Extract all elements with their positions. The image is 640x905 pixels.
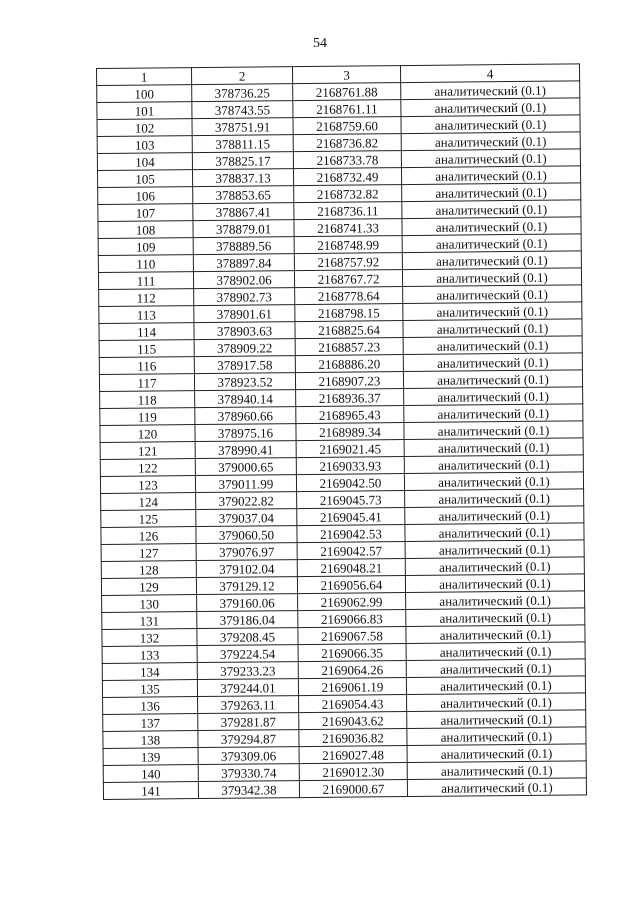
- x-coordinate-cell: 378825.17: [192, 152, 293, 170]
- y-coordinate-cell: 2168798.15: [295, 304, 403, 322]
- point-number-cell: 124: [101, 493, 196, 511]
- header-cell-2: 2: [192, 67, 293, 85]
- method-cell: аналитический (0.1): [406, 642, 585, 661]
- y-coordinate-cell: 2169056.64: [297, 576, 405, 594]
- point-number-cell: 122: [100, 459, 195, 477]
- y-coordinate-cell: 2169067.58: [298, 627, 406, 645]
- method-cell: аналитический (0.1): [405, 574, 584, 593]
- y-coordinate-cell: 2169033.93: [296, 457, 404, 475]
- point-number-cell: 111: [98, 272, 193, 290]
- point-number-cell: 109: [98, 238, 193, 256]
- y-coordinate-cell: 2168857.23: [295, 338, 403, 356]
- x-coordinate-cell: 378902.06: [193, 271, 294, 289]
- point-number-cell: 102: [97, 119, 192, 137]
- method-cell: аналитический (0.1): [406, 608, 585, 627]
- method-cell: аналитический (0.1): [401, 166, 580, 185]
- method-cell: аналитический (0.1): [405, 523, 584, 542]
- point-number-cell: 115: [99, 340, 194, 358]
- y-coordinate-cell: 2168767.72: [294, 270, 402, 288]
- method-cell: аналитический (0.1): [403, 336, 582, 355]
- method-cell: аналитический (0.1): [404, 472, 583, 491]
- x-coordinate-cell: 378897.84: [193, 254, 294, 272]
- table-row: [103, 778, 586, 800]
- method-cell: аналитический (0.1): [402, 268, 581, 287]
- method-cell: аналитический (0.1): [407, 727, 586, 746]
- point-number-cell: 138: [103, 731, 198, 749]
- x-coordinate-cell: 378901.61: [194, 305, 295, 323]
- method-cell: аналитический (0.1): [406, 676, 585, 695]
- method-cell: аналитический (0.1): [406, 625, 585, 644]
- y-coordinate-cell: 2168936.37: [296, 389, 404, 407]
- y-coordinate-cell: 2169021.45: [296, 440, 404, 458]
- y-coordinate-cell: 2169045.73: [297, 491, 405, 509]
- x-coordinate-cell: 378975.16: [195, 424, 296, 442]
- method-cell: аналитический (0.1): [407, 710, 586, 729]
- header-cell-1: 1: [97, 68, 192, 86]
- x-coordinate-cell: 379186.04: [197, 611, 298, 629]
- y-coordinate-cell: 2169062.99: [298, 593, 406, 611]
- x-coordinate-cell: 378909.22: [194, 339, 295, 357]
- method-cell: аналитический (0.1): [405, 489, 584, 508]
- method-cell: аналитический (0.1): [401, 149, 580, 168]
- method-cell: аналитический (0.1): [402, 200, 581, 219]
- method-cell: аналитический (0.1): [403, 302, 582, 321]
- y-coordinate-cell: 2169012.30: [299, 763, 407, 781]
- x-coordinate-cell: 379011.99: [195, 475, 296, 493]
- header-cell-4: 4: [400, 64, 579, 83]
- point-number-cell: 132: [102, 629, 197, 647]
- y-coordinate-cell: 2168736.11: [294, 202, 402, 220]
- x-coordinate-cell: 379294.87: [198, 730, 299, 748]
- point-number-cell: 133: [102, 646, 197, 664]
- x-coordinate-cell: 379000.65: [195, 458, 296, 476]
- y-coordinate-cell: 2169036.82: [299, 729, 407, 747]
- y-coordinate-cell: 2168757.92: [294, 253, 402, 271]
- x-coordinate-cell: 379060.50: [196, 526, 297, 544]
- point-number-cell: 106: [98, 187, 193, 205]
- x-coordinate-cell: 378960.66: [195, 407, 296, 425]
- y-coordinate-cell: 2168761.11: [293, 100, 401, 118]
- y-coordinate-cell: 2168732.49: [293, 168, 401, 186]
- method-cell: аналитический (0.1): [404, 387, 583, 406]
- point-number-cell: 100: [97, 85, 192, 103]
- x-coordinate-cell: 379224.54: [197, 645, 298, 663]
- point-number-cell: 128: [101, 561, 196, 579]
- x-coordinate-cell: 378917.58: [194, 356, 295, 374]
- point-number-cell: 103: [97, 136, 192, 154]
- method-cell: аналитический (0.1): [405, 506, 584, 525]
- point-number-cell: 114: [99, 323, 194, 341]
- y-coordinate-cell: 2168989.34: [296, 423, 404, 441]
- method-cell: аналитический (0.1): [406, 591, 585, 610]
- x-coordinate-cell: 378923.52: [194, 373, 295, 391]
- page-number: 54: [313, 36, 327, 51]
- method-cell: аналитический (0.1): [407, 744, 586, 763]
- point-number-cell: 117: [99, 374, 194, 392]
- method-cell: аналитический (0.1): [404, 421, 583, 440]
- y-coordinate-cell: 2168732.82: [294, 185, 402, 203]
- method-cell: аналитический (0.1): [407, 693, 586, 712]
- point-number-cell: 129: [101, 578, 196, 596]
- y-coordinate-cell: 2169066.35: [298, 644, 406, 662]
- point-number-cell: 101: [97, 102, 192, 120]
- y-coordinate-cell: 2169043.62: [299, 712, 407, 730]
- x-coordinate-cell: 378743.55: [192, 101, 293, 119]
- y-coordinate-cell: 2168886.20: [295, 355, 403, 373]
- y-coordinate-cell: 2168741.33: [294, 219, 402, 237]
- table-body: [97, 81, 587, 800]
- x-coordinate-cell: 379342.38: [198, 781, 299, 799]
- x-coordinate-cell: 379330.74: [198, 764, 299, 782]
- point-number-cell: 107: [98, 204, 193, 222]
- x-coordinate-cell: 379022.82: [196, 492, 297, 510]
- point-number-cell: 125: [101, 510, 196, 528]
- point-number-cell: 116: [99, 357, 194, 375]
- x-coordinate-cell: 379076.97: [196, 543, 297, 561]
- x-coordinate-cell: 379129.12: [196, 577, 297, 595]
- y-coordinate-cell: 2169000.67: [299, 780, 407, 798]
- y-coordinate-cell: 2169054.43: [299, 695, 407, 713]
- method-cell: аналитический (0.1): [407, 778, 586, 797]
- x-coordinate-cell: 378990.41: [195, 441, 296, 459]
- method-cell: аналитический (0.1): [406, 659, 585, 678]
- x-coordinate-cell: 379309.06: [198, 747, 299, 765]
- y-coordinate-cell: 2169061.19: [298, 678, 406, 696]
- header-cell-3: 3: [292, 66, 400, 84]
- x-coordinate-cell: 378736.25: [192, 84, 293, 102]
- method-cell: аналитический (0.1): [403, 370, 582, 389]
- x-coordinate-cell: 378903.63: [194, 322, 295, 340]
- point-number-cell: 123: [100, 476, 195, 494]
- method-cell: аналитический (0.1): [404, 404, 583, 423]
- method-cell: аналитический (0.1): [402, 251, 581, 270]
- point-number-cell: 141: [103, 782, 198, 800]
- method-cell: аналитический (0.1): [402, 234, 581, 253]
- point-number-cell: 139: [103, 748, 198, 766]
- coordinates-table-container: [96, 63, 587, 800]
- point-number-cell: 130: [102, 595, 197, 613]
- coordinates-table: [96, 63, 587, 800]
- y-coordinate-cell: 2169048.21: [297, 559, 405, 577]
- x-coordinate-cell: 378940.14: [195, 390, 296, 408]
- point-number-cell: 126: [101, 527, 196, 545]
- x-coordinate-cell: 379233.23: [197, 662, 298, 680]
- method-cell: аналитический (0.1): [403, 353, 582, 372]
- y-coordinate-cell: 2169045.41: [297, 508, 405, 526]
- method-cell: аналитический (0.1): [401, 115, 580, 134]
- point-number-cell: 118: [100, 391, 195, 409]
- x-coordinate-cell: 378751.91: [192, 118, 293, 136]
- x-coordinate-cell: 378879.01: [193, 220, 294, 238]
- method-cell: аналитический (0.1): [401, 81, 580, 100]
- point-number-cell: 119: [100, 408, 195, 426]
- point-number-cell: 131: [102, 612, 197, 630]
- y-coordinate-cell: 2168825.64: [295, 321, 403, 339]
- point-number-cell: 140: [103, 765, 198, 783]
- y-coordinate-cell: 2168736.82: [293, 134, 401, 152]
- point-number-cell: 110: [98, 255, 193, 273]
- y-coordinate-cell: 2169042.57: [297, 542, 405, 560]
- y-coordinate-cell: 2168733.78: [293, 151, 401, 169]
- method-cell: аналитический (0.1): [407, 761, 586, 780]
- y-coordinate-cell: 2168965.43: [296, 406, 404, 424]
- method-cell: аналитический (0.1): [401, 132, 580, 151]
- y-coordinate-cell: 2169066.83: [298, 610, 406, 628]
- method-cell: аналитический (0.1): [402, 217, 581, 236]
- y-coordinate-cell: 2169042.53: [297, 525, 405, 543]
- x-coordinate-cell: 378811.15: [192, 135, 293, 153]
- point-number-cell: 113: [99, 306, 194, 324]
- x-coordinate-cell: 379263.11: [198, 696, 299, 714]
- x-coordinate-cell: 378902.73: [194, 288, 295, 306]
- method-cell: аналитический (0.1): [401, 98, 580, 117]
- x-coordinate-cell: 379102.04: [196, 560, 297, 578]
- method-cell: аналитический (0.1): [404, 455, 583, 474]
- y-coordinate-cell: 2168759.60: [293, 117, 401, 135]
- point-number-cell: 105: [97, 170, 192, 188]
- method-cell: аналитический (0.1): [405, 540, 584, 559]
- y-coordinate-cell: 2168778.64: [295, 287, 403, 305]
- point-number-cell: 137: [103, 714, 198, 732]
- y-coordinate-cell: 2169042.50: [296, 474, 404, 492]
- y-coordinate-cell: 2168907.23: [295, 372, 403, 390]
- x-coordinate-cell: 379244.01: [197, 679, 298, 697]
- point-number-cell: 120: [100, 425, 195, 443]
- x-coordinate-cell: 378853.65: [193, 186, 294, 204]
- method-cell: аналитический (0.1): [403, 319, 582, 338]
- y-coordinate-cell: 2169027.48: [299, 746, 407, 764]
- y-coordinate-cell: 2168761.88: [293, 83, 401, 101]
- x-coordinate-cell: 378889.56: [193, 237, 294, 255]
- point-number-cell: 135: [102, 680, 197, 698]
- point-number-cell: 108: [98, 221, 193, 239]
- x-coordinate-cell: 379208.45: [197, 628, 298, 646]
- method-cell: аналитический (0.1): [402, 183, 581, 202]
- method-cell: аналитический (0.1): [403, 285, 582, 304]
- point-number-cell: 112: [99, 289, 194, 307]
- y-coordinate-cell: 2169064.26: [298, 661, 406, 679]
- point-number-cell: 127: [101, 544, 196, 562]
- x-coordinate-cell: 379281.87: [198, 713, 299, 731]
- x-coordinate-cell: 378837.13: [192, 169, 293, 187]
- point-number-cell: 121: [100, 442, 195, 460]
- point-number-cell: 134: [102, 663, 197, 681]
- method-cell: аналитический (0.1): [404, 438, 583, 457]
- point-number-cell: 104: [97, 153, 192, 171]
- y-coordinate-cell: 2168748.99: [294, 236, 402, 254]
- method-cell: аналитический (0.1): [405, 557, 584, 576]
- x-coordinate-cell: 379037.04: [196, 509, 297, 527]
- point-number-cell: 136: [103, 697, 198, 715]
- x-coordinate-cell: 379160.06: [197, 594, 298, 612]
- x-coordinate-cell: 378867.41: [193, 203, 294, 221]
